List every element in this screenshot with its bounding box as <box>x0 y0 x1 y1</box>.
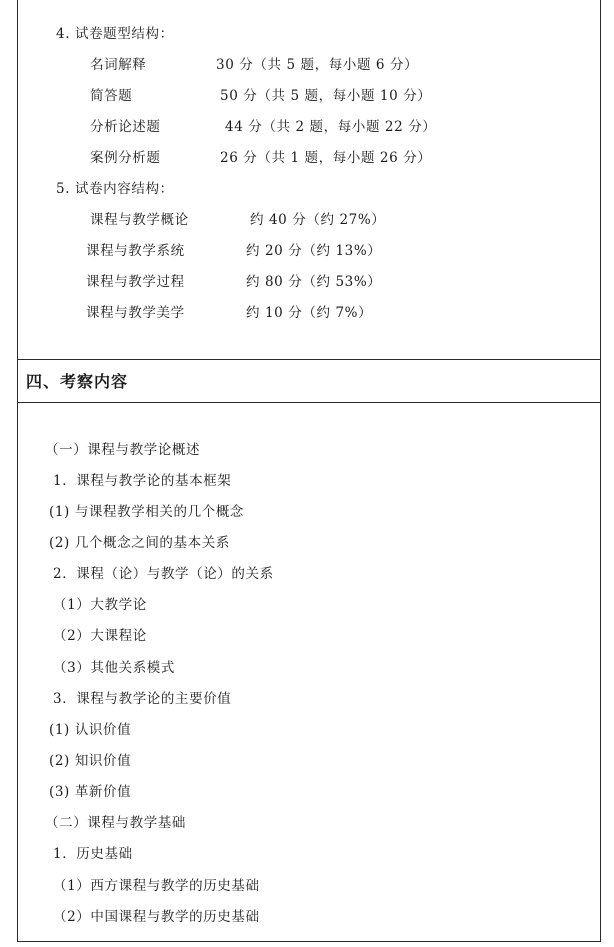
type-detail: 30 分（共 5 题，每小题 6 分） <box>216 57 419 73</box>
outline-item: 1．历史基础 <box>53 846 133 862</box>
outline-item: 1．课程与教学论的基本框架 <box>53 473 232 489</box>
type-structure-heading: 4. 试卷题型结构： <box>56 26 174 42</box>
outline-item: (3) 革新价值 <box>49 784 132 800</box>
outline-item: （2）中国课程与教学的历史基础 <box>53 909 260 925</box>
type-name: 分析论述题 <box>90 119 161 135</box>
content-name: 课程与教学系统 <box>86 243 185 259</box>
outline-item: （2）大课程论 <box>53 628 147 644</box>
document-table <box>17 0 601 942</box>
content-detail: 约 20 分（约 13%） <box>246 243 382 259</box>
type-name: 名词解释 <box>90 57 147 73</box>
outline-item: (2) 几个概念之间的基本关系 <box>49 535 230 551</box>
outline-item: （二）课程与教学基础 <box>45 815 186 831</box>
row-divider <box>18 402 600 403</box>
outline-item: （一）课程与教学论概述 <box>45 442 201 458</box>
type-detail: 44 分（共 2 题，每小题 22 分） <box>225 119 437 135</box>
row-divider <box>18 359 600 360</box>
content-detail: 约 40 分（约 27%） <box>250 212 386 228</box>
outline-item: (2) 知识价值 <box>49 753 132 769</box>
outline-item: （1）大教学论 <box>53 597 147 613</box>
type-name: 案例分析题 <box>90 150 161 166</box>
outline-item: （1）西方课程与教学的历史基础 <box>53 878 260 894</box>
outline-item: 2．课程（论）与教学（论）的关系 <box>53 566 274 582</box>
section-title: 四、考察内容 <box>26 372 129 391</box>
content-detail: 约 80 分（约 53%） <box>246 274 382 290</box>
content-detail: 约 10 分（约 7%） <box>246 305 373 321</box>
type-detail: 26 分（共 1 题，每小题 26 分） <box>220 150 432 166</box>
content-structure-heading: 5. 试卷内容结构： <box>56 181 174 197</box>
content-name: 课程与教学过程 <box>86 274 185 290</box>
outline-item: (1) 与课程教学相关的几个概念 <box>49 504 245 520</box>
outline-item: 3．课程与教学论的主要价值 <box>53 691 232 707</box>
content-name: 课程与教学概论 <box>90 212 189 228</box>
outline-item: (1) 认识价值 <box>49 722 132 738</box>
type-detail: 50 分（共 5 题，每小题 10 分） <box>220 88 432 104</box>
outline-item: （3）其他关系模式 <box>53 660 175 676</box>
type-name: 简答题 <box>90 88 133 104</box>
content-name: 课程与教学美学 <box>86 305 185 321</box>
